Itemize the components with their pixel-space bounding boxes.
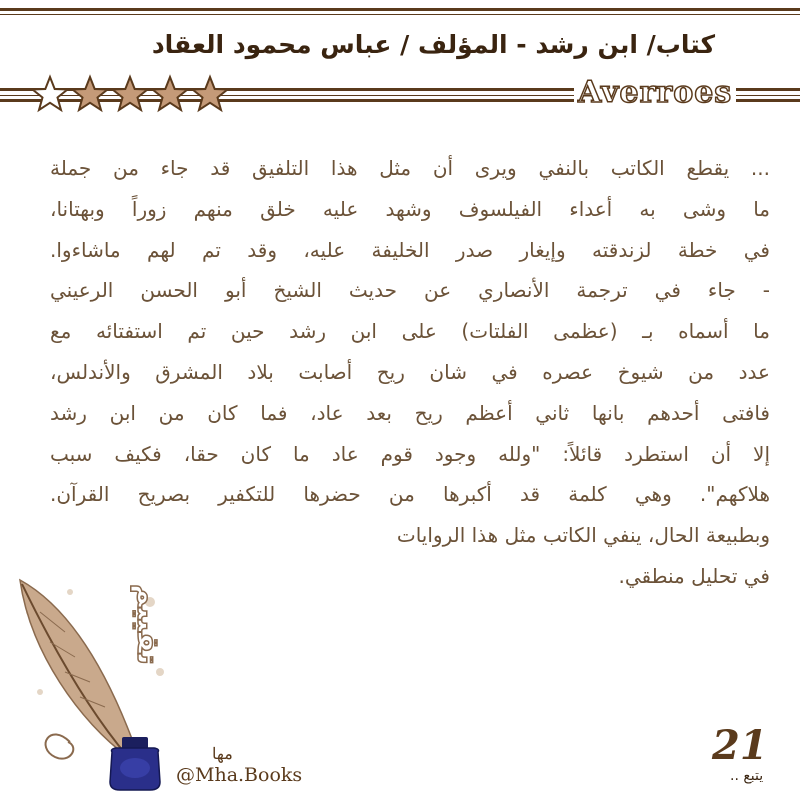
body-line: إلا أن استطرد قائلاً: "ولله وجود قوم عاد ما كان حقا، فكيف سبب: [50, 441, 770, 466]
star-outline-icon: [30, 74, 70, 114]
logo-word: تقييم: [130, 584, 165, 665]
body-line: - جاء في ترجمة الأنصاري عن حديث الشيخ أبو الحسن الرعيني: [50, 278, 770, 303]
body-line: ما أسماه بـ (عظمى الفلتات) على ابن رشد حين تم استفتائه مع: [50, 319, 770, 344]
page-number: 21: [712, 722, 768, 769]
star-icon: [70, 74, 110, 114]
account-handle: @Mha.Books: [176, 764, 303, 786]
top-rule-thin: [0, 14, 800, 15]
star-rating: [30, 74, 230, 114]
quill-ink-logo: [10, 572, 180, 792]
star-icon: [110, 74, 150, 114]
body-line: ... يقطع الكاتب بالنفي ويرى أن مثل هذا التلفيق قد جاء من جملة: [50, 156, 770, 180]
author-signature: مها: [212, 744, 233, 763]
star-icon: [190, 74, 230, 114]
top-rule: [0, 8, 800, 11]
brand-averroes: Averroes: [574, 78, 736, 108]
body-line: ما وشى به أعداء الفيلسوف وشهد عليه خلق منهم زوراً وبهتانا،: [50, 196, 770, 221]
body-line: هلاكهم". وهي كلمة قد أكبرها من حضرها للتكفير بصريح القرآن.: [50, 482, 770, 507]
body-line: وبطبيعة الحال، ينفي الكاتب مثل هذا الروايات: [396, 523, 770, 548]
book-title: كتاب/ ابن رشد - المؤلف / عباس محمود العقاد: [151, 30, 715, 59]
star-icon: [150, 74, 190, 114]
review-body: [50, 148, 770, 597]
body-line: عدد من شيوخ عصره في شان ريح أصابت بلاد المشرق والأندلس،: [50, 359, 770, 384]
body-line: في خطة لزندقته وإيغار صدر الخليفة عليه، وقد تم لهم ماشاءوا.: [50, 237, 770, 262]
body-line: في تحليل منطقي.: [618, 563, 770, 588]
body-line: فافتى أحدهم بانها ثاني أعظم ريح بعد عاد، فما كان من ابن رشد: [50, 400, 770, 425]
continued-label: يتبع ..: [730, 768, 764, 784]
